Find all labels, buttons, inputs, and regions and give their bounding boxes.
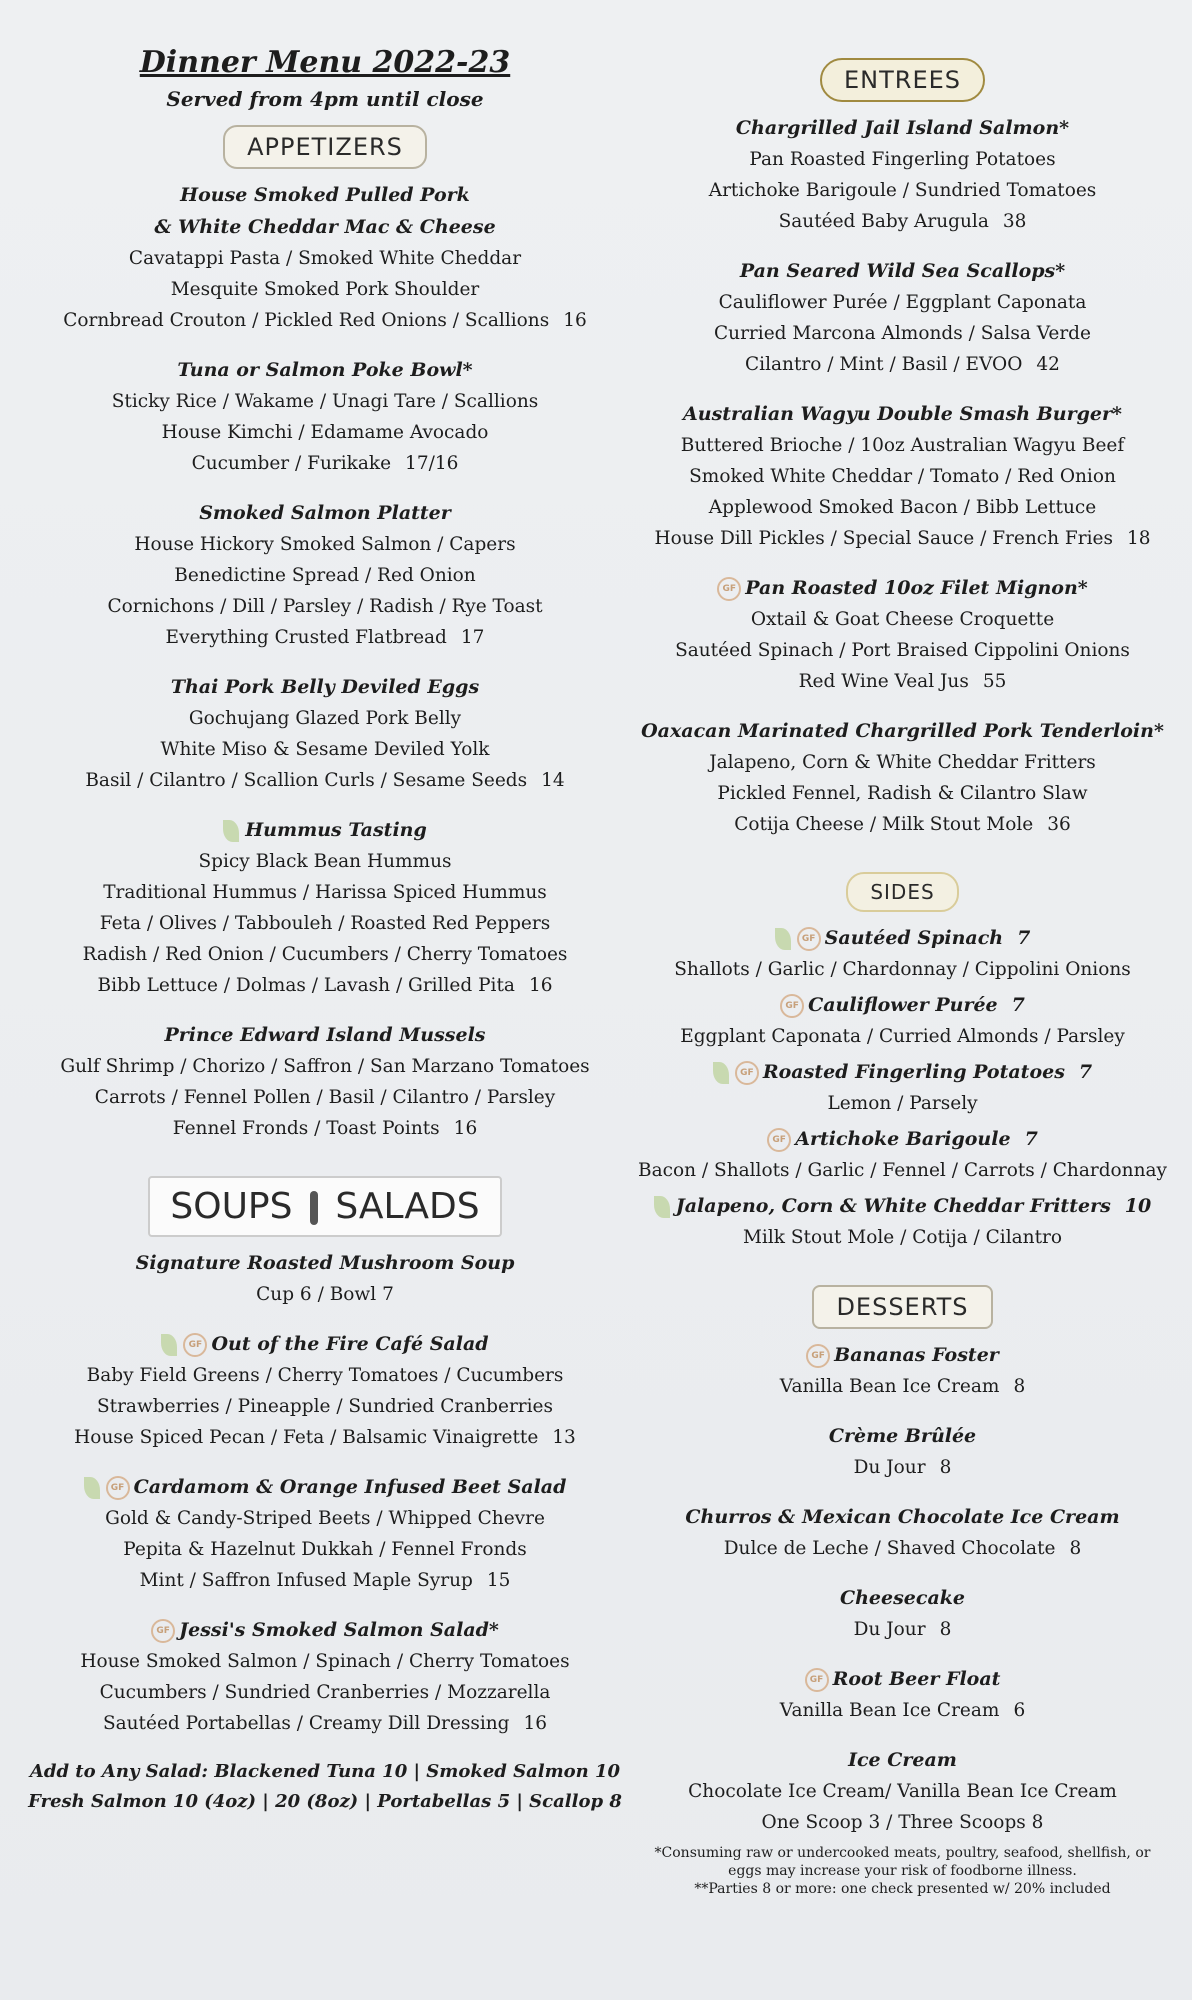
gluten-free-icon: GF [106, 1476, 130, 1500]
item-desc: Curried Marcona Almonds / Salsa Verde [714, 323, 1091, 344]
item-desc: House Kimchi / Edamame Avocado [161, 422, 489, 443]
item-price: 36 [1047, 814, 1071, 835]
item-desc: Dulce de Leche / Shaved Chocolate 8 [723, 1538, 1082, 1559]
menu-item [615, 572, 1190, 697]
item-price: 8 [939, 1619, 952, 1640]
item-name: Cheesecake [839, 1587, 966, 1609]
gluten-free-icon: GF [805, 1668, 829, 1692]
salad-addons: Add to Any Salad: Blackened Tuna 10 | Smoked Salmon 10 Fresh Salmon 10 (4oz) | 20 (8oz) | Portabellas 5 | Scallop 8 [28, 1761, 622, 1812]
menu-item [20, 1328, 630, 1453]
item-desc: Benedictine Spread / Red Onion [174, 565, 476, 586]
spoon-icon [310, 1191, 318, 1225]
gluten-free-icon: GF [735, 1061, 759, 1085]
footnotes: *Consuming raw or undercooked meats, poultry, seafood, shellfish, or eggs may increase your risk of foodborne illness. **Parties 8 or more: one check presented w/ 20% included [654, 1845, 1151, 1897]
item-name: Pan Seared Wild Sea Scallops* [739, 260, 1066, 282]
item-desc: Bibb Lettuce / Dolmas / Lavash / Grilled Pita 16 [97, 975, 553, 996]
item-name-cont: & White Cheddar Mac & Cheese [154, 216, 496, 238]
side-item [615, 1190, 1190, 1253]
item-desc: Buttered Brioche / 10oz Australian Wagyu Beef [680, 435, 1125, 456]
item-name: Root Beer Float [832, 1668, 1001, 1690]
menu-item [20, 1614, 630, 1739]
item-desc: Cucumber / Furikake 17/16 [191, 453, 459, 474]
item-price: 16 [563, 310, 587, 331]
item-desc: Vanilla Bean Ice Cream 6 [779, 1700, 1026, 1721]
item-desc: Artichoke Barigoule / Sundried Tomatoes [708, 180, 1097, 201]
menu-item [20, 497, 630, 653]
item-name: Chargrilled Jail Island Salmon* [735, 117, 1070, 139]
item-desc: Spicy Black Bean Hummus [198, 851, 452, 872]
item-desc: Cavatappi Pasta / Smoked White Cheddar [128, 248, 522, 269]
dessert-item [615, 1663, 1190, 1726]
item-price: 16 [528, 975, 553, 996]
item-desc: Vanilla Bean Ice Cream 8 [779, 1376, 1026, 1397]
item-desc: Du Jour 8 [853, 1619, 952, 1640]
right-column [615, 0, 1190, 1898]
item-desc: Traditional Hummus / Harissa Spiced Hummus [103, 882, 547, 903]
item-name: House Smoked Pulled Pork [180, 184, 470, 206]
item-desc: House Spiced Pecan / Feta / Balsamic Vinaigrette 13 [74, 1427, 576, 1448]
item-desc: Pan Roasted Fingerling Potatoes [749, 149, 1056, 170]
item-desc: Baby Field Greens / Cherry Tomatoes / Cucumbers [86, 1365, 564, 1386]
item-desc: Pickled Fennel, Radish & Cilantro Slaw [717, 783, 1088, 804]
item-name: Pan Roasted 10oz Filet Mignon* [745, 577, 1088, 599]
gluten-free-icon: GF [806, 1344, 830, 1368]
gluten-free-icon: GF [183, 1333, 207, 1357]
menu-item [615, 255, 1190, 380]
desserts-heading: DESSERTS [812, 1285, 992, 1329]
item-price: 38 [1002, 211, 1027, 232]
item-desc: Sticky Rice / Wakame / Unagi Tare / Scallions [111, 391, 539, 412]
gluten-free-icon: GF [151, 1619, 175, 1643]
item-desc: Strawberries / Pineapple / Sundried Cranberries [96, 1396, 553, 1417]
item-name: Crème Brûlée [828, 1425, 977, 1447]
item-price: 55 [982, 671, 1007, 692]
gluten-free-icon: GF [717, 577, 741, 601]
leaf-icon [161, 1334, 177, 1356]
item-price: 8 [939, 1457, 952, 1478]
item-name: Churros & Mexican Chocolate Ice Cream [685, 1506, 1120, 1528]
item-desc: Basil / Cilantro / Scallion Curls / Sesame Seeds 14 [85, 770, 565, 791]
item-price: 7 [1024, 1128, 1038, 1150]
item-desc: Oxtail & Goat Cheese Croquette [750, 609, 1055, 630]
item-price: 7 [1017, 927, 1031, 949]
leaf-icon [713, 1062, 729, 1084]
item-desc: Radish / Red Onion / Cucumbers / Cherry Tomatoes [82, 944, 568, 965]
item-desc: Sautéed Baby Arugula 38 [778, 211, 1027, 232]
item-desc: Fennel Fronds / Toast Points 16 [172, 1118, 478, 1139]
item-desc: House Smoked Salmon / Spinach / Cherry Tomatoes [80, 1651, 570, 1672]
item-desc: Mint / Saffron Infused Maple Syrup 15 [139, 1570, 511, 1591]
soups-label: SOUPS [170, 1186, 293, 1227]
entrees-heading: ENTREES [820, 58, 985, 102]
item-name: Ice Cream [848, 1749, 957, 1771]
item-desc: Cucumbers / Sundried Cranberries / Mozzarella [99, 1682, 551, 1703]
menu-item [20, 179, 630, 336]
menu-item [615, 715, 1190, 840]
leaf-icon [223, 820, 239, 842]
item-desc: Jalapeno, Corn & White Cheddar Fritters [709, 752, 1096, 773]
item-desc: Sautéed Portabellas / Creamy Dill Dressing 16 [102, 1713, 548, 1734]
dessert-item [615, 1744, 1190, 1838]
item-price: 8 [1013, 1376, 1026, 1397]
leaf-icon [84, 1477, 100, 1499]
item-desc: House Hickory Smoked Salmon / Capers [134, 534, 516, 555]
item-desc: House Dill Pickles / Special Sauce / French Fries 18 [654, 528, 1151, 549]
left-column [20, 0, 630, 1817]
item-name: Signature Roasted Mushroom Soup [135, 1252, 515, 1274]
side-item [615, 1056, 1190, 1119]
item-price: 18 [1126, 528, 1151, 549]
item-desc: Gold & Candy-Striped Beets / Whipped Chevre [105, 1508, 545, 1529]
item-desc: Eggplant Caponata / Curried Almonds / Parsley [680, 1026, 1125, 1047]
item-price: 16 [453, 1118, 478, 1139]
menu-item [615, 112, 1190, 237]
item-name: Cardamom & Orange Infused Beet Salad [133, 1476, 567, 1498]
item-price: 17 [460, 627, 485, 648]
item-desc: Smoked White Cheddar / Tomato / Red Onion [689, 466, 1116, 487]
item-name: Australian Wagyu Double Smash Burger* [683, 403, 1122, 425]
item-desc: Cornbread Crouton / Pickled Red Onions / Scallions 16 [63, 310, 587, 331]
menu-title: Dinner Menu 2022-23 [139, 45, 511, 80]
sides-heading: SIDES [846, 872, 958, 912]
item-desc: Gulf Shrimp / Chorizo / Saffron / San Marzano Tomatoes [60, 1056, 590, 1077]
item-desc: Milk Stout Mole / Cotija / Cilantro [742, 1227, 1063, 1248]
item-desc: Cauliflower Purée / Eggplant Caponata [718, 292, 1087, 313]
leaf-icon [654, 1196, 670, 1218]
item-name: Bananas Foster [834, 1344, 999, 1366]
item-desc: Shallots / Garlic / Chardonnay / Cippolini Onions [674, 959, 1131, 980]
item-name: Roasted Fingerling Potatoes [762, 1061, 1065, 1083]
item-desc: Gochujang Glazed Pork Belly [188, 708, 462, 729]
item-desc: Pepita & Hazelnut Dukkah / Fennel Fronds [123, 1539, 527, 1560]
item-desc: Sautéed Spinach / Port Braised Cippolini Onions [675, 640, 1130, 661]
dessert-item [615, 1420, 1190, 1483]
item-price: 16 [523, 1713, 548, 1734]
gluten-free-icon: GF [767, 1128, 791, 1152]
salads-label: SALADS [335, 1186, 480, 1227]
item-desc: White Miso & Sesame Deviled Yolk [160, 739, 490, 760]
item-desc: Du Jour 8 [853, 1457, 952, 1478]
item-name: Thai Pork Belly Deviled Eggs [170, 676, 480, 698]
item-desc: One Scoop 3 / Three Scoops 8 [761, 1812, 1044, 1833]
item-price: 10 [1124, 1195, 1152, 1217]
dessert-item [615, 1501, 1190, 1564]
item-desc: Cornichons / Dill / Parsley / Radish / Rye Toast [107, 596, 543, 617]
item-price: 15 [486, 1570, 511, 1591]
soups-salads-heading [148, 1176, 501, 1237]
item-price: 17/16 [405, 453, 459, 474]
item-price: 14 [541, 770, 565, 791]
item-name: Hummus Tasting [245, 819, 427, 841]
item-desc: Bacon / Shallots / Garlic / Fennel / Carrots / Chardonnay [637, 1160, 1167, 1181]
dessert-item [615, 1339, 1190, 1402]
item-price: 7 [1078, 1061, 1093, 1083]
item-name: Jessi's Smoked Salmon Salad* [179, 1619, 499, 1641]
menu-item [20, 1471, 630, 1596]
item-price: 6 [1013, 1700, 1026, 1721]
item-desc: Cup 6 / Bowl 7 [256, 1284, 394, 1305]
item-name: Jalapeno, Corn & White Cheddar Fritters [675, 1195, 1111, 1217]
item-desc: Feta / Olives / Tabbouleh / Roasted Red Peppers [99, 913, 551, 934]
menu-item [20, 1247, 630, 1310]
side-item [615, 989, 1190, 1052]
gluten-free-icon: GF [797, 927, 821, 951]
item-name: Sautéed Spinach [824, 927, 1004, 949]
menu-item [20, 814, 630, 1001]
menu-item [20, 354, 630, 479]
dessert-item [615, 1582, 1190, 1645]
item-name: Oaxacan Marinated Chargrilled Pork Tenderloin* [641, 720, 1164, 742]
menu-item [20, 671, 630, 796]
item-name: Prince Edward Island Mussels [164, 1024, 486, 1046]
item-desc: Chocolate Ice Cream/ Vanilla Bean Ice Cream [688, 1781, 1117, 1802]
item-desc: Red Wine Veal Jus 55 [798, 671, 1007, 692]
side-item [615, 1123, 1190, 1186]
item-price: 13 [552, 1427, 576, 1448]
item-name: Cauliflower Purée [808, 994, 998, 1016]
menu-item [615, 398, 1190, 554]
item-desc: Carrots / Fennel Pollen / Basil / Cilantro / Parsley [94, 1087, 556, 1108]
gluten-free-icon: GF [780, 994, 804, 1018]
item-price: 7 [1011, 994, 1025, 1016]
side-item [615, 922, 1190, 985]
leaf-icon [775, 928, 791, 950]
item-name: Artichoke Barigoule [795, 1128, 1011, 1150]
menu-item [20, 1019, 630, 1144]
item-desc: Cotija Cheese / Milk Stout Mole 36 [734, 814, 1071, 835]
item-price: 42 [1036, 354, 1060, 375]
appetizers-heading: APPETIZERS [223, 125, 427, 169]
item-desc: Applewood Smoked Bacon / Bibb Lettuce [708, 497, 1097, 518]
item-name: Smoked Salmon Platter [199, 502, 451, 524]
item-price: 8 [1069, 1538, 1082, 1559]
item-desc: Mesquite Smoked Pork Shoulder [170, 279, 480, 300]
item-desc: Lemon / Parsely [827, 1093, 978, 1114]
item-name: Out of the Fire Café Salad [211, 1333, 489, 1355]
item-desc: Cilantro / Mint / Basil / EVOO 42 [745, 354, 1060, 375]
item-name: Tuna or Salmon Poke Bowl* [177, 359, 473, 381]
item-desc: Everything Crusted Flatbread 17 [165, 627, 485, 648]
menu-subtitle: Served from 4pm until close [166, 87, 484, 111]
